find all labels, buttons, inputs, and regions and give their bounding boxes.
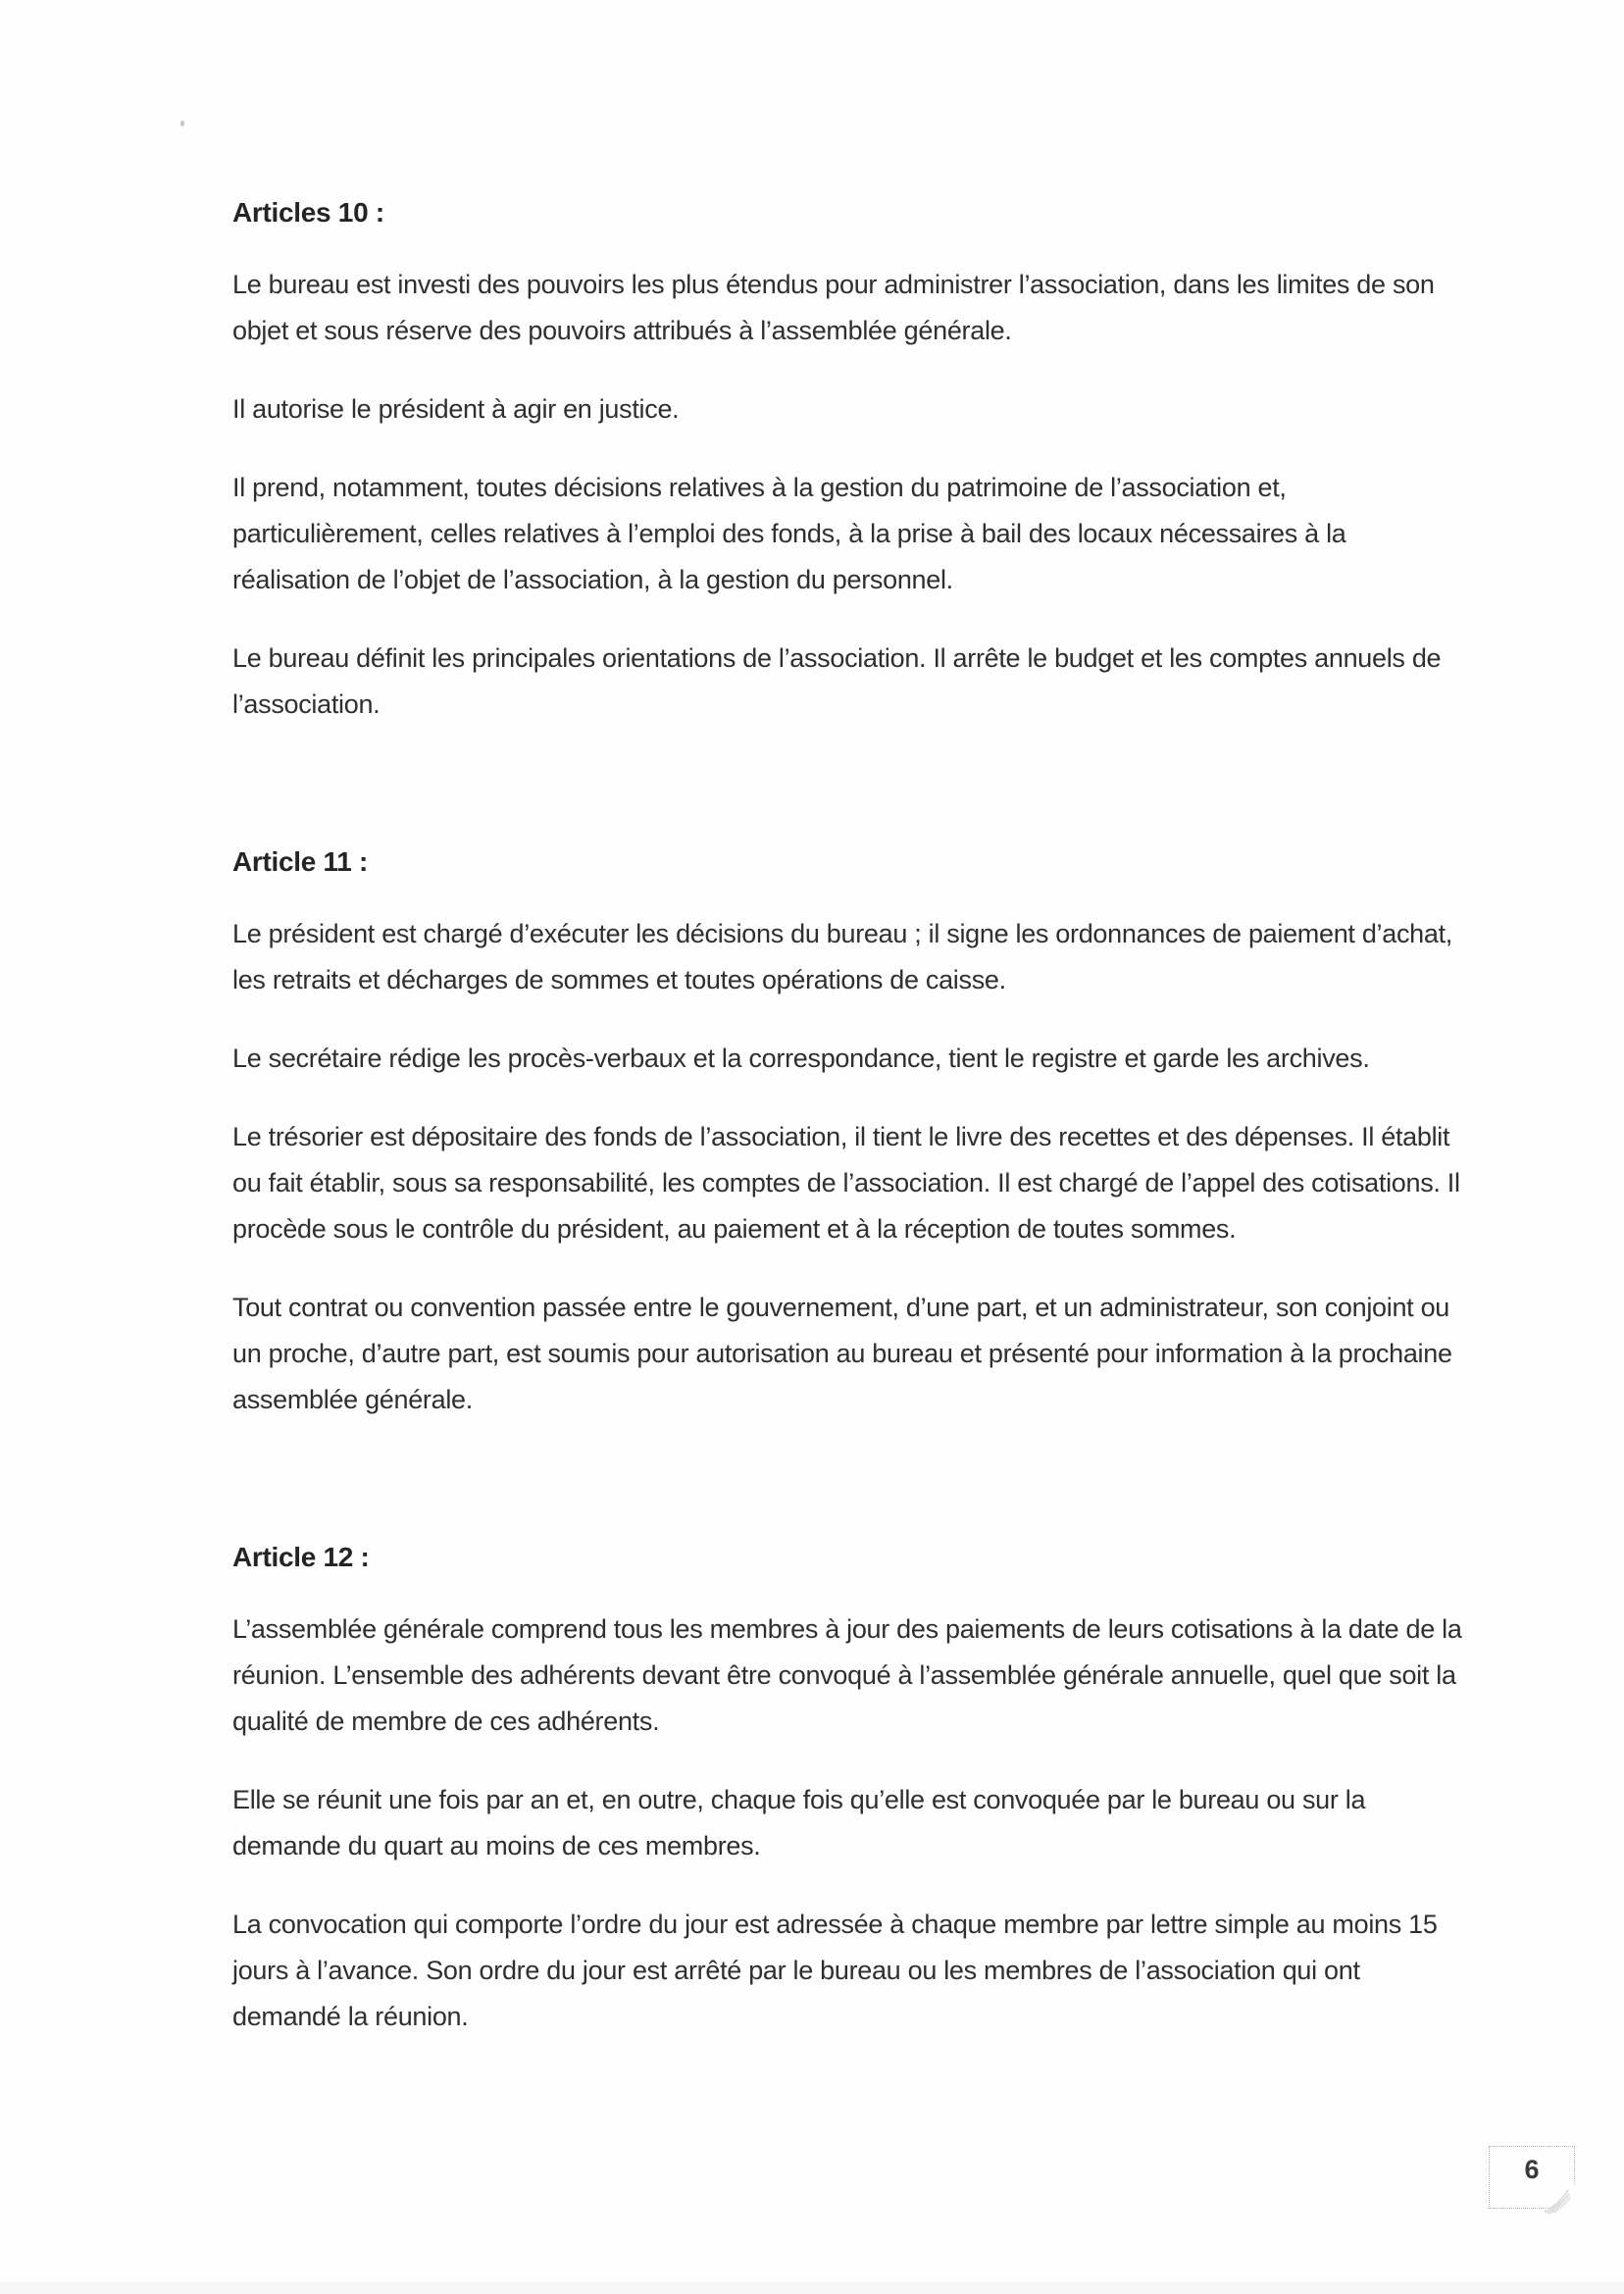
page-number-box: [1489, 2146, 1575, 2209]
article-12-heading: Article 12 :: [232, 1542, 370, 1572]
paragraph: Tout contrat ou convention passée entre le gouvernement, d’une part, et un administrateur, son conjoint ou un proche, d’autre part, est soumis pour autorisation au bureau et présenté pour information à la prochaine assemblée générale.: [232, 1293, 1452, 1414]
paragraph: Le bureau définit les principales orientations de l’association. Il arrête le budget et les comptes annuels de l’association.: [232, 643, 1442, 719]
page-curl-icon: [1537, 2174, 1580, 2216]
paragraph: La convocation qui comporte l’ordre du jour est adressée à chaque membre par lettre simple au moins 15 jours à l’avance. Son ordre du jour est arrêté par le bureau ou les membres de l’association qui ont demandé la réunion.: [232, 1910, 1438, 2031]
paragraph: Elle se réunit une fois par an et, en outre, chaque fois qu’elle est convoquée par le bureau ou sur la demande du quart au moins de ces membres.: [232, 1785, 1366, 1861]
paragraph: Le secrétaire rédige les procès-verbaux et la correspondance, tient le registre et garde les archives.: [232, 1044, 1370, 1073]
paragraph: Il autorise le président à agir en justice.: [232, 394, 680, 424]
article-11-heading: Article 11 :: [232, 846, 369, 877]
paragraph: L’assemblée générale comprend tous les membres à jour des paiements de leurs cotisations à la date de la réunion. L’ensemble des adhérents devant être convoqué à l’assemblée générale annuelle, quel que soit la qualité de membre de ces adhérents.: [232, 1614, 1462, 1736]
document-body: [232, 196, 1463, 2040]
page-number: 6: [1524, 2155, 1540, 2184]
scan-speck-artifact: [180, 121, 184, 127]
paragraph: Il prend, notamment, toutes décisions relatives à la gestion du patrimoine de l’association et, particulièrement, celles relatives à l’emploi des fonds, à la prise à bail des locaux nécessaires à la réalisation de l’objet de l’association, à la gestion du personnel.: [232, 473, 1346, 594]
scan-edge-artifact: [0, 2282, 1624, 2294]
article-10-heading: Articles 10 :: [232, 197, 384, 228]
paragraph: Le président est chargé d’exécuter les décisions du bureau ; il signe les ordonnances de paiement d’achat, les retraits et décharges de sommes et toutes opérations de caisse.: [232, 919, 1453, 994]
paragraph: Le trésorier est dépositaire des fonds de l’association, il tient le livre des recettes et des dépenses. Il établit ou fait établir, sous sa responsabilité, les comptes de l’association. Il est chargé de l’appel des cotisations. Il procède sous le contrôle du président, au paiement et à la réception de toutes sommes.: [232, 1122, 1460, 1244]
paragraph: Le bureau est investi des pouvoirs les plus étendus pour administrer l’association, dans les limites de son objet et sous réserve des pouvoirs attribués à l’assemblée générale.: [232, 270, 1435, 345]
